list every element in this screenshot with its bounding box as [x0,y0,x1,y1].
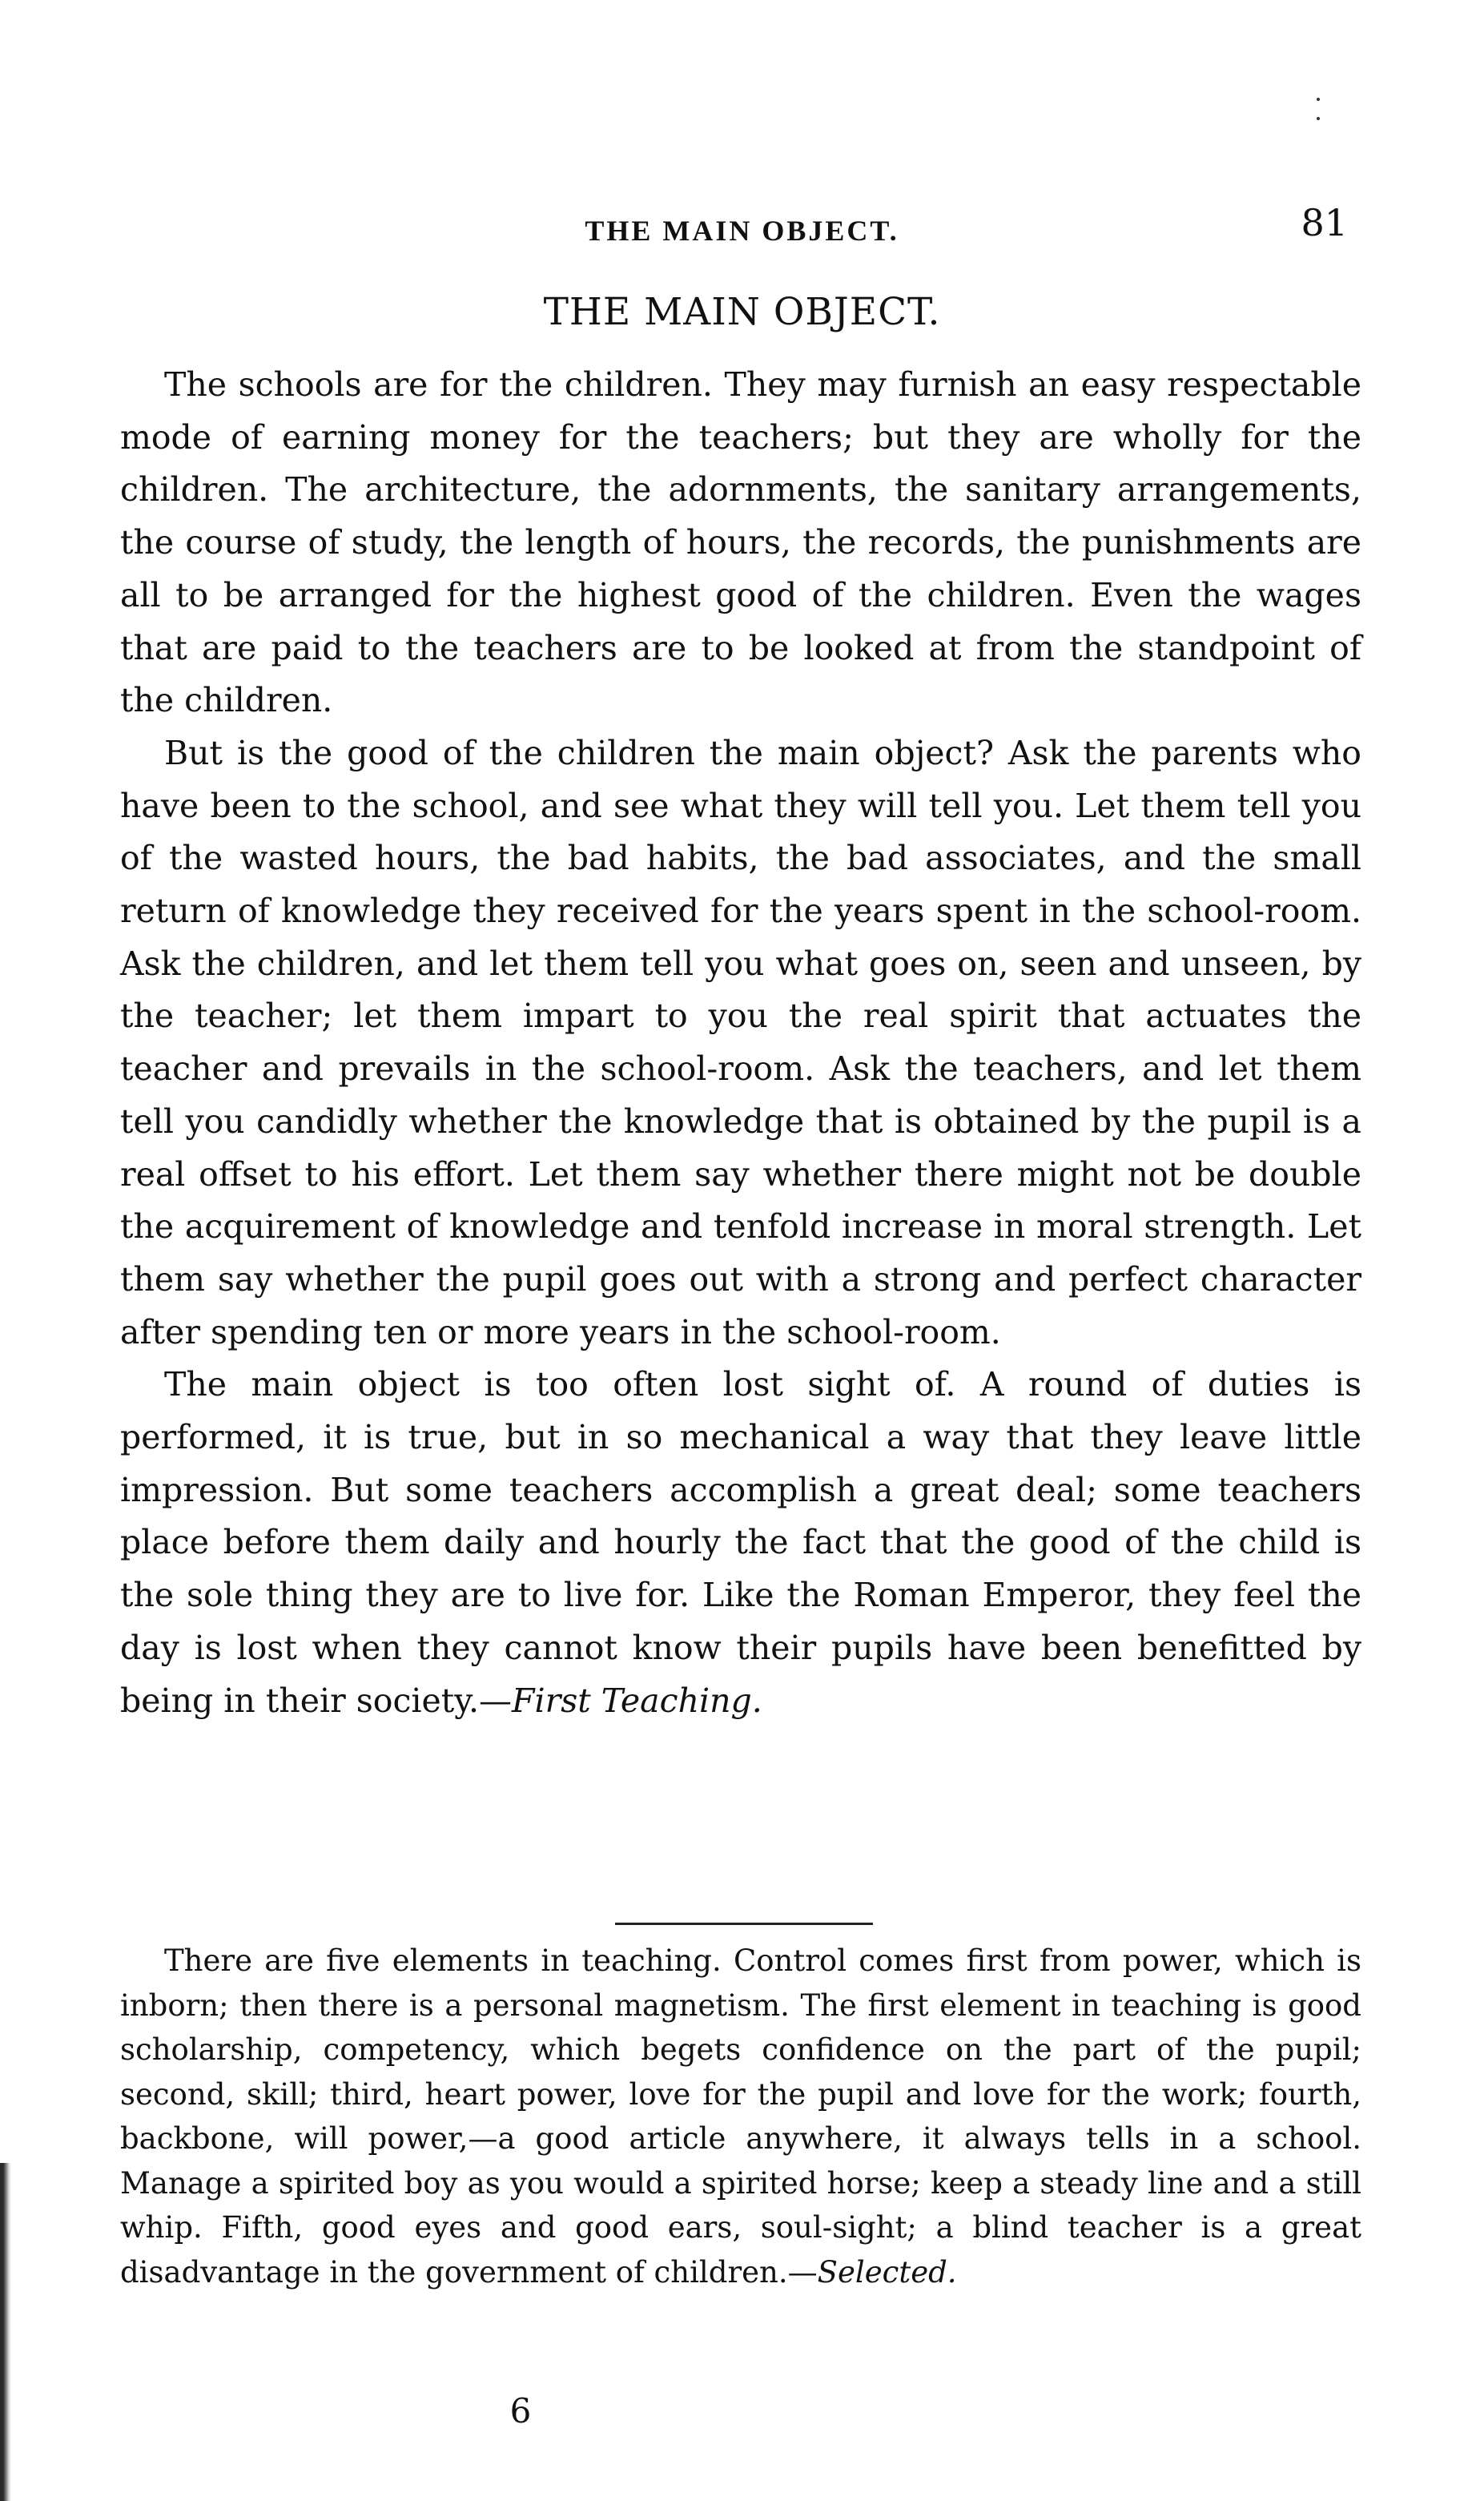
section-divider [615,1923,873,1925]
scan-speck [1317,98,1320,101]
article-paragraph-3 [120,1359,1361,1727]
article-body [120,359,1361,1727]
article-paragraph-2: But is the good of the children the main object? Ask the parents who have been to the school, and see what they will tell you. Let them tell you of the wasted hours, the bad habits, the bad associates, and the small return of knowledge they received for the years spent in the school-room. Ask the children, and let them tell you what goes on, seen and unseen, by the teacher; let them impart to you the real spirit that actuates the teacher and prevails in the school-room. Ask the teachers, and let them tell you candidly whether the knowledge that is obtained by the pupil is a real offset to his effort. Let them say whether there might not be double the acquirement of knowledge and tenfold increase in moral strength. Let them say whether the pupil goes out with a strong and perfect character after spending ten or more years in the school-room. [120,733,1361,1351]
page-number: 81 [1301,201,1348,244]
note-attribution: Selected. [817,2254,957,2290]
article-paragraph-3-text: The main object is too often lost sight of. A round of duties is performed, it is true, but in so mechanical a way that they leave little impression. But some teachers accomplish a great deal; some teachers place before them daily and hourly the fact that the good of the child is the sole thing they are to live for. Like the Roman Emperor, they feel the day is lost when they cannot know their pupils have been benefitted by being in their society.— [120,1365,1361,1720]
signature-mark: 6 [509,2391,532,2431]
scan-edge-shadow [0,2163,11,2501]
note-paragraph [120,1939,1361,2294]
running-head [0,196,1484,252]
note-body [120,1939,1361,2294]
running-head-title: THE MAIN OBJECT. [585,215,899,247]
article-attribution: First Teaching. [512,1681,762,1720]
note-text: There are five elements in teaching. Control comes first from power, which is inborn; then there is a personal magnetism. The first element in teaching is good scholarship, competency, which begets confidence on the part of the pupil; second, skill; third, heart power, love for the pupil and love for the work; fourth, backbone, will power,—a good article anywhere, it always tells in a school. Manage a spirited boy as you would a spirited horse; keep a steady line and a still whip. Fifth, good eyes and good ears, soul-sight; a blind teacher is a great disadvantage in the government of children.— [120,1943,1361,2290]
article-title: THE MAIN OBJECT. [543,290,941,334]
article-paragraph-1: The schools are for the children. They may furnish an easy respectable mode of earning money for the teachers; but they are wholly for the children. The architecture, the adornments, the sanitary arrangements, the course of study, the length of hours, the records, the punishments are all to be arranged for the highest good of the children. Even the wages that are paid to the teachers are to be looked at from the standpoint of the children. [120,365,1361,720]
